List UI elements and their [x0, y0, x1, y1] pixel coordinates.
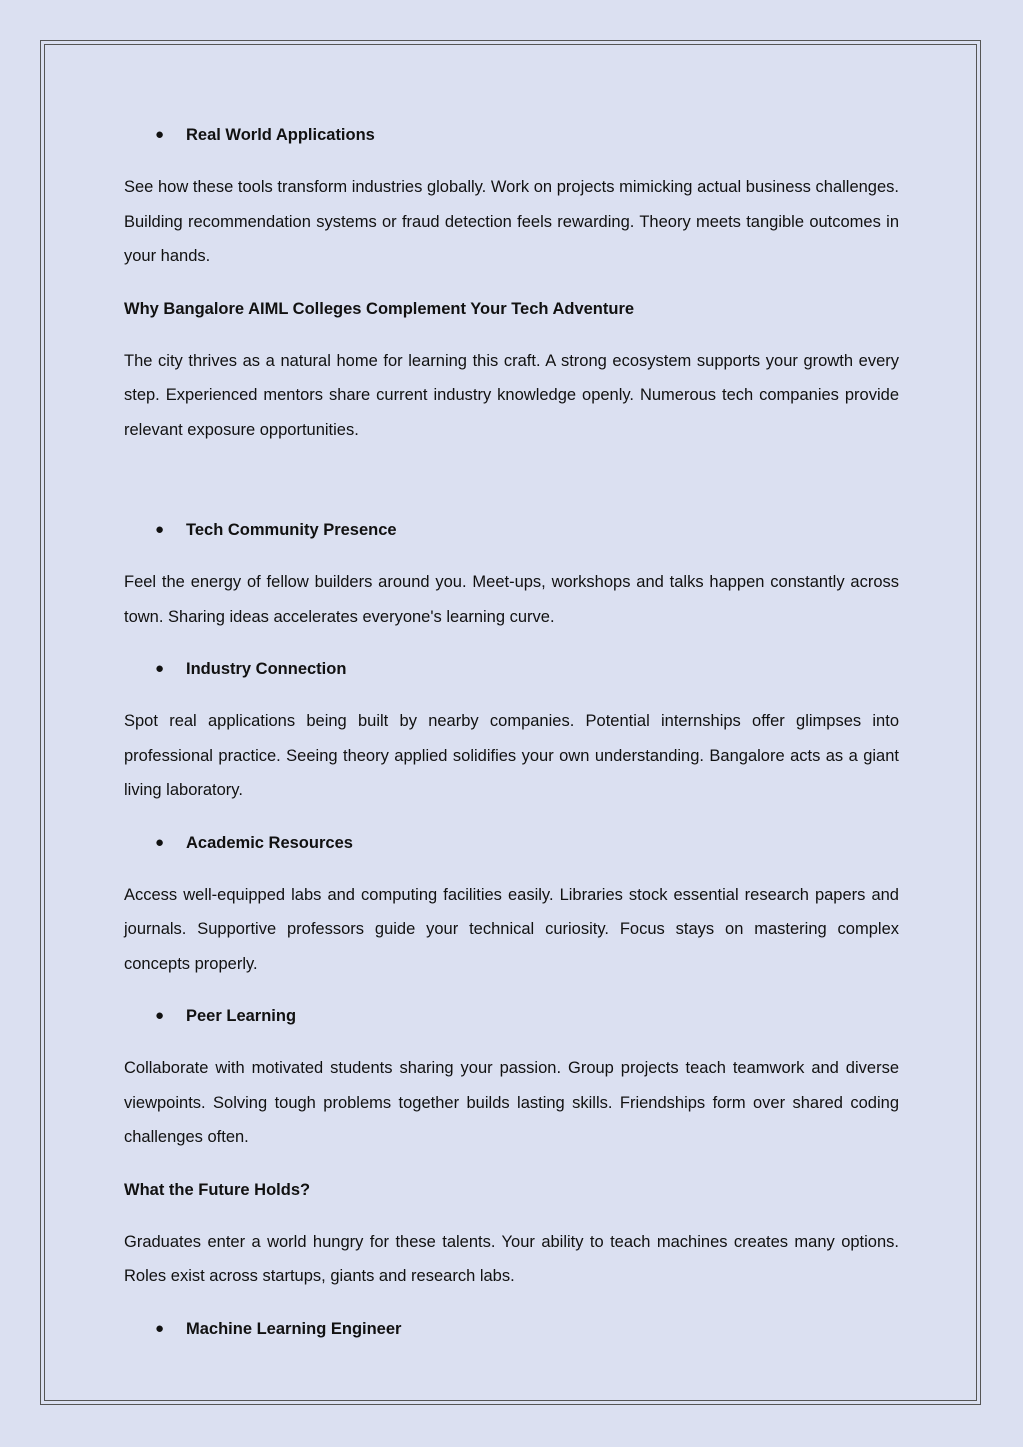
bullet-icon: ● — [155, 521, 165, 538]
heading-text: Academic Resources — [186, 833, 353, 852]
bullet-heading-academic-resources — [124, 830, 899, 856]
bullet-heading-industry-connection — [124, 656, 899, 682]
bullet-icon: ● — [155, 126, 165, 143]
paragraph-peer-learning: Collaborate with motivated students sharing your passion. Group projects teach teamwork and diverse viewpoints. Solving tough problems together builds lasting skills. Friendships form over shared coding challenges often. — [124, 1059, 899, 1146]
bullet-heading-real-world — [124, 122, 899, 148]
bullet-icon: ● — [155, 660, 165, 677]
paragraph-why-bangalore: The city thrives as a natural home for learning this craft. A strong ecosystem supports your growth every step. Experienced mentors share current industry knowledge openly. Numerous tech companies provide relevant exposure opportunities. — [124, 351, 899, 439]
document-body — [124, 122, 899, 1342]
paragraph-real-world: See how these tools transform industries globally. Work on projects mimicking actual business challenges. Building recommendation systems or fraud detection feels rewarding. Theory meets tangible outcomes in your hands. — [124, 178, 899, 265]
paragraph-tech-community: Feel the energy of fellow builders around you. Meet-ups, workshops and talks happen constantly across town. Sharing ideas accelerates everyone's learning curve. — [124, 573, 899, 626]
heading-text: Tech Community Presence — [186, 521, 397, 539]
paragraph-future: Graduates enter a world hungry for these talents. Your ability to teach machines creates many options. Roles exist across startups, giants and research labs. — [124, 1232, 899, 1285]
heading-text: Real World Applications — [186, 126, 375, 144]
heading-text: Industry Connection — [186, 660, 347, 678]
heading-text: Machine Learning Engineer — [186, 1319, 402, 1338]
paragraph-academic-resources: Access well-equipped labs and computing facilities easily. Libraries stock essential research papers and journals. Supportive professors guide your technical curiosity. Focus stays on mastering complex concepts properly. — [124, 885, 899, 973]
heading-text: Peer Learning — [186, 1007, 297, 1025]
bullet-heading-peer-learning — [124, 1003, 899, 1029]
bullet-icon: ● — [155, 833, 165, 851]
section-heading-future: What the Future Holds? — [124, 1180, 311, 1199]
section-heading-why-bangalore: Why Bangalore AIML Colleges Complement Your Tech Adventure — [124, 299, 635, 318]
bullet-heading-ml-engineer — [124, 1316, 899, 1342]
paragraph-industry-connection: Spot real applications being built by nearby companies. Potential internships offer glimpses into professional practice. Seeing theory applied solidifies your own understanding. Bangalore acts as a giant living laboratory. — [124, 712, 899, 799]
bullet-icon: ● — [155, 1007, 165, 1024]
bullet-icon: ● — [155, 1319, 165, 1337]
bullet-heading-tech-community — [124, 517, 899, 543]
